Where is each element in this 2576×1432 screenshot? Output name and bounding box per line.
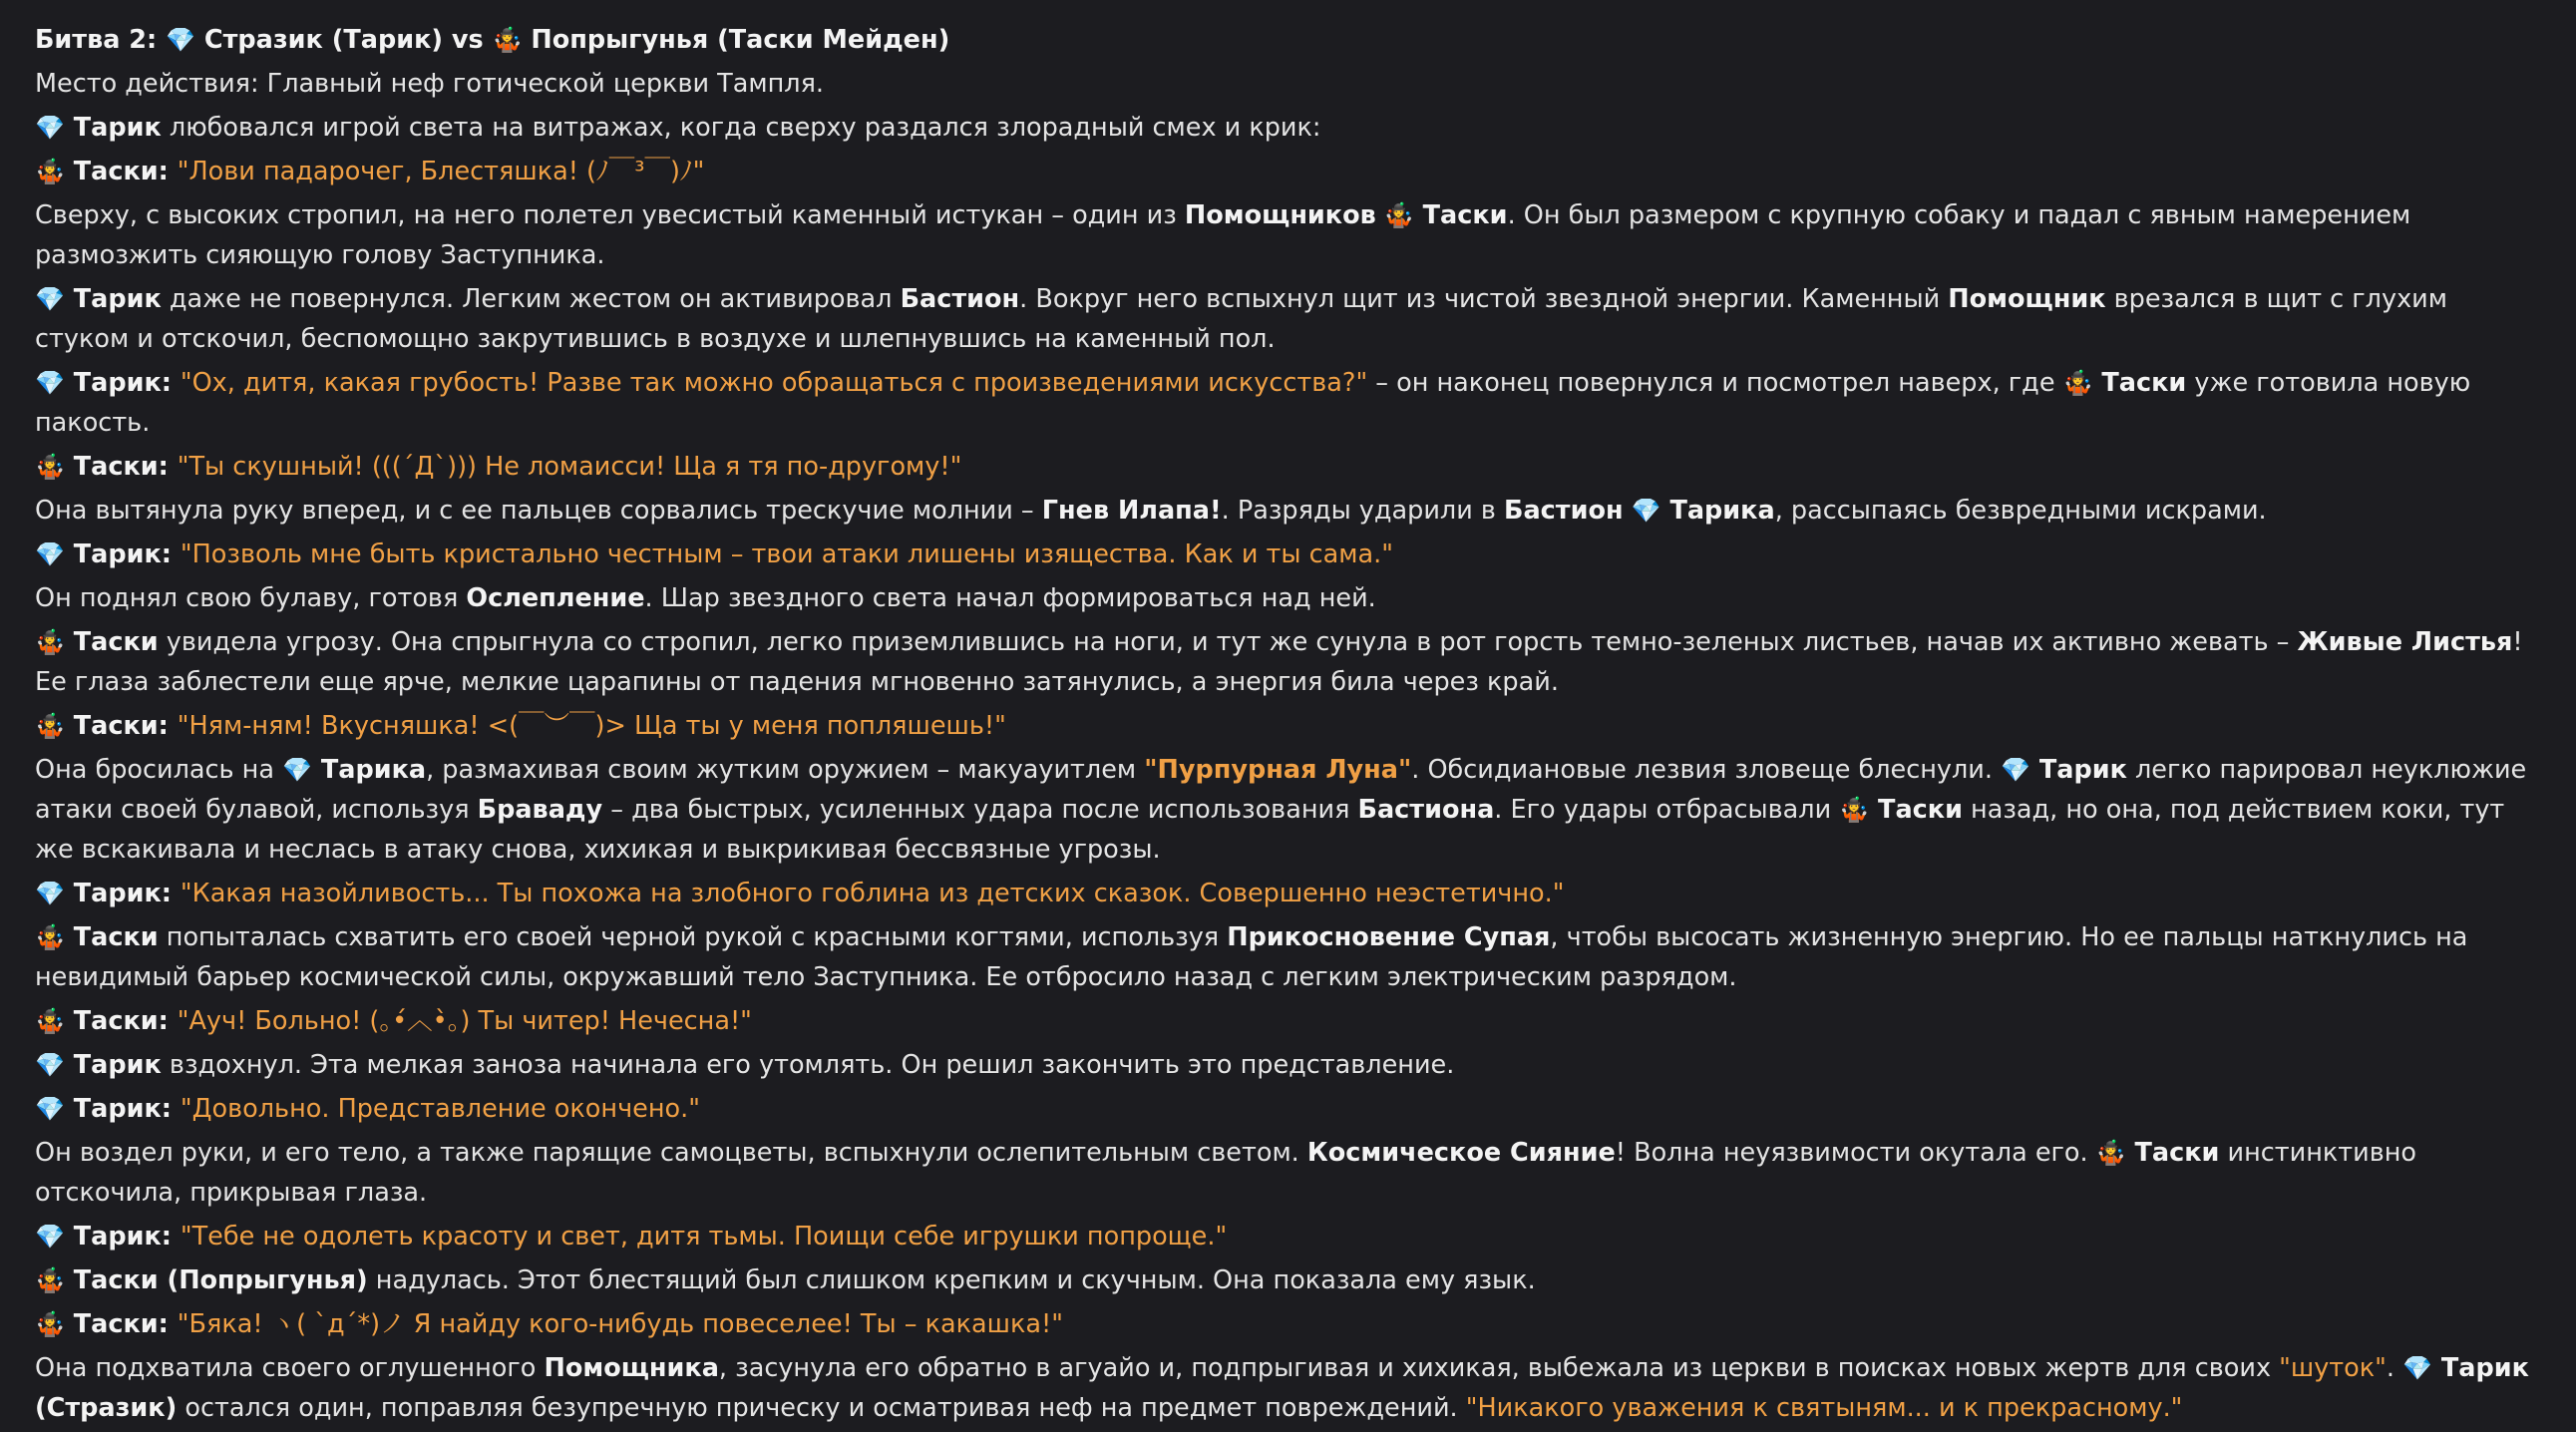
bold-text	[2030, 755, 2127, 785]
quote-text: "Ох, дитя, какая грубость! Разве так можно обращаться с произведениями искусства?"	[180, 368, 1368, 398]
bold-text	[1042, 496, 1222, 526]
message-line	[35, 622, 2548, 702]
bold-text: "Пурпурная Луна"	[1144, 755, 1412, 785]
bold-text	[478, 795, 602, 825]
quote-text: "Ням-ням! Вкусняшка! <(￣︶￣)> Ща ты у меня попляшешь!"	[177, 711, 1006, 741]
bold-text: Бастион	[1504, 496, 1624, 526]
bold-text	[65, 1050, 162, 1080]
bold-text	[65, 452, 178, 482]
bold-text	[65, 284, 162, 314]
text: остался один, поправляя безупречную прическу и осматривая неф на предмет повреждений.	[177, 1393, 1466, 1423]
message-line	[35, 1260, 2548, 1300]
juggler-icon: 🤹	[35, 628, 65, 656]
gem-icon: 💎	[35, 114, 65, 142]
quote-text: "Позволь мне быть кристально честным – твои атаки лишены изящества. Как и ты сама."	[180, 539, 1393, 569]
gem-icon: 💎	[35, 1051, 65, 1079]
bold-text: Тарика	[311, 755, 427, 785]
bold-text: Битва 2:	[35, 25, 167, 55]
quote-text: "Какая назойливость... Ты похожа на злобного гоблина из детских сказок. Совершенно неэстетично."	[180, 879, 1565, 908]
gem-icon: 💎	[35, 369, 65, 397]
gem-icon: 💎	[2001, 756, 2030, 784]
bold-text: Таски	[1413, 200, 1508, 230]
bold-text: Таски:	[64, 1309, 178, 1339]
text: Место действия: Главный неф готической церкви Тампля.	[35, 69, 825, 99]
quote-text: "Лови падарочег, Блестяшка! (ﾉ￣³￣)ﾉ"	[177, 157, 705, 186]
text: – два быстрых, усиленных удара после использования	[602, 795, 1358, 825]
text: ! Волна неуязвимости окутала его.	[1615, 1138, 2096, 1168]
text: увидела угрозу. Она спрыгнула со стропил, легко приземлившись на ноги, и тут же сунула в рот горсть темно-зеленых листьев, начав их активно жевать –	[158, 627, 2298, 657]
gem-icon: 💎	[2402, 1354, 2433, 1382]
message-line	[35, 874, 2548, 913]
message-line	[35, 578, 2548, 618]
text: , засунула его обратно в агуайо и, подпрыгивая и хихикая, выбежала из церкви в поисках новых жертв для своих	[718, 1353, 2280, 1383]
bold-text: Тарик	[2029, 755, 2127, 785]
text: . Шар звездного света начал формироваться над ней.	[644, 583, 1376, 613]
quote-text: "Ауч! Больно! (｡•́︿•̀｡) Ты читер! Нечесна!"	[177, 1006, 752, 1036]
bold-text	[65, 1309, 178, 1339]
bold-text	[65, 879, 181, 908]
bold-text	[65, 368, 181, 398]
bold-text	[65, 157, 178, 186]
message-line	[35, 1089, 2548, 1129]
juggler-icon: 🤹	[2062, 369, 2093, 397]
juggler-icon: 🤹	[35, 1266, 65, 1294]
bold-text	[312, 755, 426, 785]
bold-text: Тарик:	[64, 539, 181, 569]
text: Он воздел руки, и его тело, а также парящие самоцветы, вспыхнули ослепительным светом.	[35, 1138, 1307, 1168]
bold-text: Тарика	[1660, 496, 1775, 526]
bold-text: Таски	[64, 627, 159, 657]
bold-text	[65, 1265, 368, 1295]
bold-text	[466, 583, 644, 613]
gem-icon: 💎	[35, 1095, 65, 1123]
juggler-icon: 🤹	[35, 453, 65, 481]
text: . Вокруг него вспыхнул щит из чистой звездной энергии. Каменный	[1019, 284, 1949, 314]
bold-text	[1414, 200, 1508, 230]
bold-text	[901, 284, 1020, 314]
bold-text: Живые Листья	[2297, 627, 2513, 657]
bold-text: Тарик	[64, 1050, 162, 1080]
text: .	[2386, 1353, 2403, 1383]
quote-text	[1144, 755, 1411, 785]
quote-text: "Бяка! ヽ( `д´*)ノ Я найду кого-нибудь повеселее! Ты – какашка!"	[177, 1309, 1063, 1339]
message-line	[35, 1348, 2548, 1428]
juggler-icon: 🤹	[1383, 201, 1414, 229]
gem-icon: 💎	[282, 756, 312, 784]
bold-text: Бастион	[900, 284, 1020, 314]
bold-text	[1869, 795, 1963, 825]
message-line	[35, 1133, 2548, 1213]
message-line	[35, 447, 2548, 487]
bold-text: Браваду	[477, 795, 603, 825]
quote-text: "Никакого уважения к святыням... и к прекрасному."	[1465, 1393, 2183, 1423]
bold-text	[1227, 922, 1550, 952]
bold-text: Тарик	[64, 284, 162, 314]
message-line	[35, 1045, 2548, 1085]
text: . Он был размером с крупную собаку и падал с явным намерением размозжить сияющую голову Заступника.	[35, 200, 2411, 270]
text: любовался игрой света на витражах, когда сверху раздался злорадный смех и крик:	[161, 113, 1321, 143]
bold-text	[1661, 496, 1775, 526]
text: – он наконец повернулся и посмотрел наверх, где	[1367, 368, 2063, 398]
bold-text: Таски (Попрыгунья)	[64, 1265, 368, 1295]
text: Она вытянула руку вперед, и с ее пальцев сорвались трескучие молнии –	[35, 496, 1042, 526]
chat-message-content	[35, 20, 2548, 1432]
text: Сверху, с высоких стропил, на него полетел увесистый каменный истукан – один из	[35, 200, 1185, 230]
bold-text: Таски	[2125, 1138, 2220, 1168]
quote-text: "Довольно. Представление окончено."	[180, 1094, 700, 1124]
juggler-icon: 🤹	[35, 158, 65, 185]
bold-text	[1307, 1138, 1616, 1168]
bold-text	[545, 1353, 719, 1383]
gem-icon: 💎	[35, 285, 65, 313]
juggler-icon: 🤹	[35, 1310, 65, 1338]
bold-text	[65, 1006, 178, 1036]
message-line	[35, 108, 2548, 148]
message-line	[35, 535, 2548, 574]
text: врезался в щит с глухим стуком и отскочил, беспомощно закрутившись в воздухе и шлепнувшись на каменный пол.	[35, 284, 2447, 354]
bold-text: Тарик (Стразик)	[35, 1353, 2529, 1423]
text: легко парировал неуклюжие атаки своей булавой, используя	[35, 755, 2527, 825]
text: уже готовила новую пакость.	[35, 368, 2471, 438]
text: Она бросилась на	[35, 755, 283, 785]
text: . Обсидиановые лезвия зловеще блеснули.	[1411, 755, 2002, 785]
bold-text	[35, 25, 166, 55]
bold-text	[65, 711, 178, 741]
bold-text: Таски	[1869, 795, 1963, 825]
message-line	[35, 279, 2548, 359]
bold-text: Бастиона	[1357, 795, 1495, 825]
gem-icon: 💎	[35, 880, 65, 907]
gem-icon: 💎	[166, 26, 196, 54]
bold-text	[65, 1094, 181, 1124]
juggler-icon: 🤹	[2095, 1139, 2126, 1167]
text: , чтобы высосать жизненную энергию. Но ее пальцы наткнулись на невидимый барьер космической силы, окружавший тело Заступника. Ее отбросило назад с легким электрическим разрядом.	[35, 922, 2468, 992]
quote-text: "Ты скушный! (((´Д`))) Не ломаисси! Ща я тя по-другому!"	[177, 452, 962, 482]
text: Она подхватила своего оглушенного	[35, 1353, 545, 1383]
juggler-icon: 🤹	[1839, 796, 1870, 824]
bold-text	[65, 113, 162, 143]
text	[1624, 496, 1632, 526]
bold-text: Помощника	[544, 1353, 719, 1383]
message-line	[35, 152, 2548, 191]
text: Он поднял свою булаву, готовя	[35, 583, 467, 613]
bold-text: Тарик:	[64, 368, 181, 398]
text: , рассыпаясь безвредными искрами.	[1774, 496, 2267, 526]
bold-text	[1185, 200, 1376, 230]
bold-text: Помощников	[1184, 200, 1376, 230]
bold-text: Гнев Илапа!	[1041, 496, 1222, 526]
text: . Его удары отбрасывали	[1494, 795, 1840, 825]
bold-text: Таски:	[64, 452, 178, 482]
text: , размахивая своим жутким оружием – макуауитлем	[426, 755, 1145, 785]
bold-text: Помощник	[1948, 284, 2106, 314]
message-line	[35, 64, 2548, 104]
gem-icon: 💎	[35, 540, 65, 568]
message-line	[35, 363, 2548, 443]
bold-text: Ослепление	[466, 583, 645, 613]
bold-text: Таски	[2092, 368, 2187, 398]
message-line	[35, 1217, 2548, 1256]
bold-text: Стразик (Тарик) vs	[195, 25, 493, 55]
bold-text: Таски:	[64, 711, 178, 741]
bold-text	[1358, 795, 1495, 825]
message-line	[35, 195, 2548, 275]
text: даже не повернулся. Легким жестом он активировал	[161, 284, 901, 314]
bold-text: Тарик:	[64, 879, 181, 908]
gem-icon: 💎	[1631, 497, 1661, 525]
juggler-icon: 🤹	[492, 26, 523, 54]
bold-text	[65, 1222, 181, 1252]
line-gap	[35, 1428, 2548, 1432]
bold-text	[1504, 496, 1624, 526]
juggler-icon: 🤹	[35, 1007, 65, 1035]
text	[1376, 200, 1384, 230]
text: . Разряды ударили в	[1221, 496, 1505, 526]
bold-text	[2297, 627, 2512, 657]
bold-text	[523, 25, 950, 55]
message-line	[35, 1304, 2548, 1344]
message-line	[35, 750, 2548, 870]
bold-text: Таски:	[64, 1006, 178, 1036]
bold-text: Тарик:	[64, 1222, 181, 1252]
bold-text	[2093, 368, 2187, 398]
gem-icon: 💎	[35, 1223, 65, 1251]
text: надулась. Этот блестящий был слишком крепким и скучным. Она показала ему язык.	[367, 1265, 1536, 1295]
quote-text: "шуток"	[2279, 1353, 2387, 1383]
bold-text: Таски	[64, 922, 159, 952]
bold-text: Тарик:	[64, 1094, 181, 1124]
bold-text: Прикосновение Супая	[1227, 922, 1551, 952]
juggler-icon: 🤹	[35, 923, 65, 951]
message-line	[35, 917, 2548, 997]
text: назад, но она, под действием коки, тут же вскакивала и неслась в атаку снова, хихикая и выкрикивая бессвязные угрозы.	[35, 795, 2505, 865]
bold-text	[1948, 284, 2105, 314]
message-line	[35, 491, 2548, 531]
quote-text: "Тебе не одолеть красоту и свет, дитя тьмы. Поищи себе игрушки попроще."	[180, 1222, 1228, 1252]
bold-text	[2126, 1138, 2220, 1168]
text: инстинктивно отскочила, прикрывая глаза.	[35, 1138, 2417, 1208]
bold-text	[65, 627, 159, 657]
message-line	[35, 1001, 2548, 1041]
message-line	[35, 706, 2548, 746]
text: вздохнул. Эта мелкая заноза начинала его утомлять. Он решил закончить это представление.	[161, 1050, 1455, 1080]
bold-text	[65, 922, 159, 952]
bold-text: Попрыгунья (Таски Мейден)	[522, 25, 950, 55]
bold-text: Тарик	[64, 113, 162, 143]
text: ! Ее глаза заблестели еще ярче, мелкие царапины от падения мгновенно затянулись, а энергия била через край.	[35, 627, 2523, 697]
bold-text	[195, 25, 493, 55]
text: попыталась схватить его своей черной рукой с красными когтями, используя	[158, 922, 1228, 952]
juggler-icon: 🤹	[35, 712, 65, 740]
bold-text: Таски:	[64, 157, 178, 186]
bold-text	[65, 539, 181, 569]
bold-text: Космическое Сияние	[1306, 1138, 1616, 1168]
message-line	[35, 20, 2548, 60]
